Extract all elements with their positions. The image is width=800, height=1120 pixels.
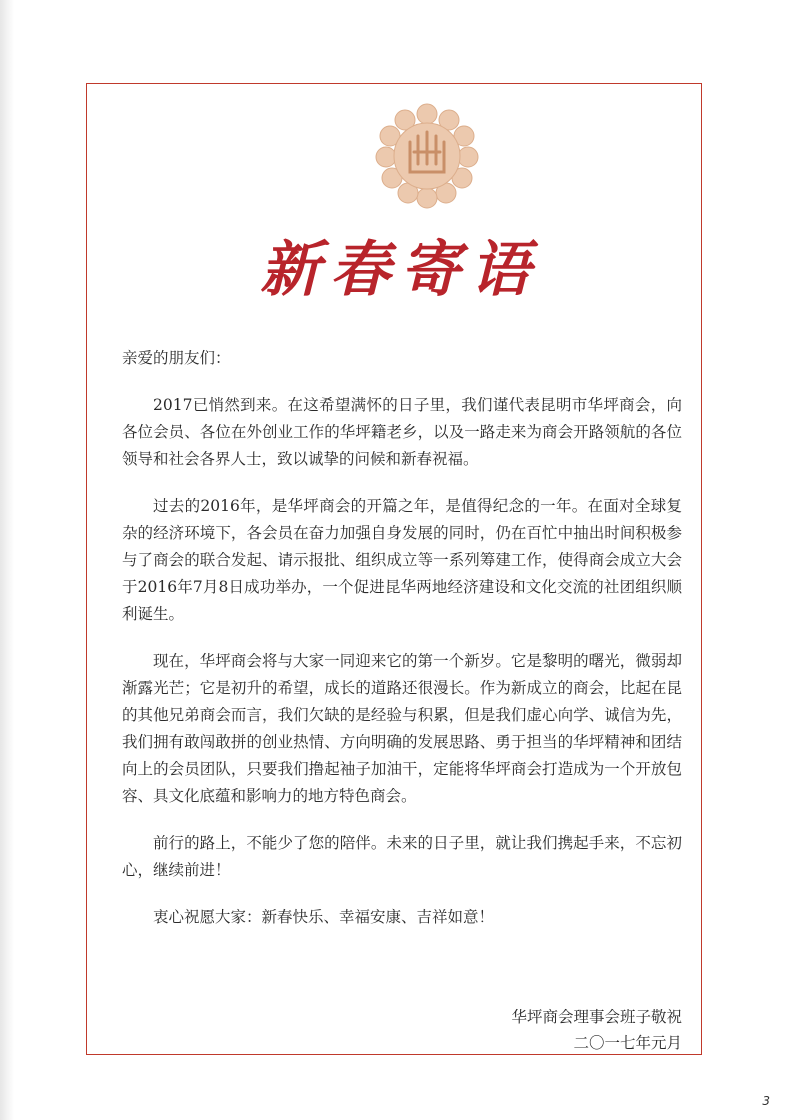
- letter-body: [122, 345, 682, 951]
- page-number: 3: [762, 1094, 770, 1108]
- seal-logo-icon: [372, 100, 482, 210]
- salutation: 亲爱的朋友们：: [122, 349, 231, 367]
- binding-shadow: [0, 0, 14, 1120]
- paragraph: 前行的路上，不能少了您的陪伴。未来的日子里，就让我们携起手来，不忘初心，继续前进！: [122, 834, 682, 879]
- paragraph: 衷心祝愿大家：新春快乐、幸福安康、吉祥如意！: [153, 908, 495, 926]
- page-title: 新春寄语: [260, 235, 540, 305]
- signature-org: 华坪商会理事会班子敬祝: [511, 1008, 682, 1026]
- paragraph: 过去的2016年，是华坪商会的开篇之年，是值得纪念的一年。在面对全球复杂的经济环境下，各会员在奋力加强自身发展的同时，仍在百忙中抽出时间积极参与了商会的联合发起、请示报批、组织成立等一系列筹建工作，使得商会成立大会于2016年7月8日成功举办，一个促进昆华两地经济建设和文化交流的社团组织顺利诞生。: [122, 497, 682, 623]
- paragraph: 2017已悄然到来。在这希望满怀的日子里，我们谨代表昆明市华坪商会，向各位会员、各位在外创业工作的华坪籍老乡，以及一路走来为商会开路领航的各位领导和社会各界人士，致以诚挚的问候和新春祝福。: [122, 396, 682, 468]
- signature-date: 二〇一七年元月: [573, 1034, 682, 1052]
- signature-block: [511, 1004, 682, 1056]
- paragraph: 现在，华坪商会将与大家一同迎来它的第一个新岁。它是黎明的曙光，微弱却渐露光芒；它是初升的希望，成长的道路还很漫长。作为新成立的商会，比起在昆的其他兄弟商会而言，我们欠缺的是经验与积累，但是我们虚心向学、诚信为先，我们拥有敢闯敢拼的创业热情、方向明确的发展思路、勇于担当的华坪精神和团结向上的会员团队，只要我们撸起袖子加油干，定能将华坪商会打造成为一个开放包容、具文化底蕴和影响力的地方特色商会。: [122, 652, 682, 805]
